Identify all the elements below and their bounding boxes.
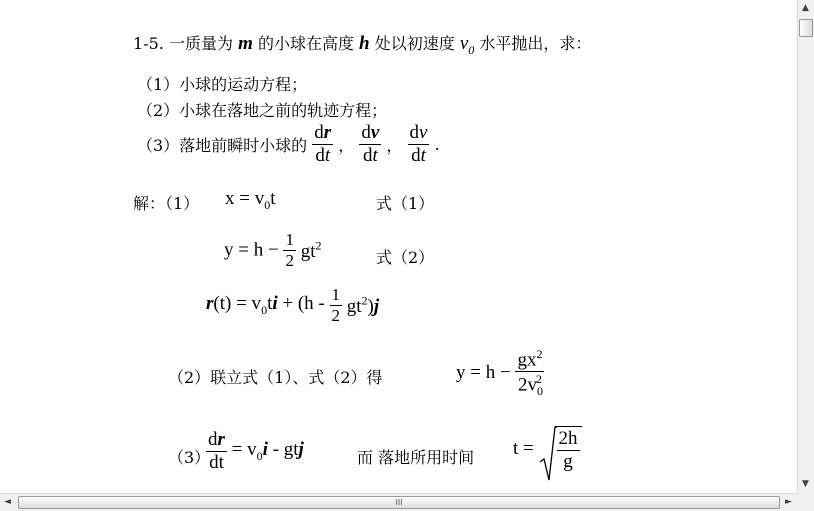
horizontal-scrollbar[interactable] (0, 493, 797, 511)
problem-v0-symbol: $v_0$ (459, 33, 475, 57)
question-3-sep2: ， (386, 135, 403, 155)
question-3 (137, 123, 440, 166)
sqrt-radical (539, 426, 557, 482)
equation-r-vector: $r(t) = v_0ti + (h$ - $\frac{1}{2}$ $gt^2)j$ (206, 285, 380, 325)
scroll-right-arrow-icon[interactable]: ► (785, 497, 792, 507)
scrollbar-corner (797, 493, 814, 511)
part-3-label: （3） (168, 448, 211, 467)
problem-mass-symbol: m (238, 33, 253, 54)
question-2: （2）小球在落地之前的轨迹方程； (137, 101, 388, 120)
problem-number: 1-5. (133, 34, 164, 53)
scroll-left-arrow-icon[interactable]: ◄ (4, 497, 11, 507)
scroll-up-arrow-icon[interactable]: ▲ (802, 3, 809, 13)
part-3-connector: 而 落地所用时间 (357, 448, 475, 467)
velocity-equation: $\frac{dr}{dt}$ = $v_0i$ - gtj (208, 429, 304, 473)
problem-text-c: 处以初速度 (374, 34, 455, 53)
equation-x: $x = v_0t$ (225, 188, 276, 212)
question-3-sep1: ， (338, 135, 355, 155)
question-3-end: . (434, 134, 440, 154)
problem-statement (133, 31, 591, 58)
fraction-dv-dt-bold: $\frac{dv}{dt}$ (361, 122, 380, 166)
equation-tag-2: 式（2） (376, 248, 435, 267)
problem-text-d: 水平抛出，求： (479, 34, 592, 53)
problem-height-symbol: h (359, 33, 370, 54)
fall-time-equation: t = $\frac{2h}{g}$ (513, 426, 582, 472)
scroll-down-arrow-icon[interactable]: ▼ (802, 479, 809, 489)
equation-y: y = h − $\frac{1}{2}$ $gt^2$ (224, 230, 322, 270)
question-1: （1）小球的运动方程； (137, 75, 308, 94)
equation-tag-1: 式（1） (376, 194, 435, 213)
solution-label: 解：（1） (133, 194, 200, 213)
fraction-dr-dt: $\frac{dr}{dt}$ (314, 122, 332, 166)
trajectory-equation: y = h − $\frac{gx^2}{2v_0^2}$ (456, 347, 543, 399)
problem-text-b: 的小球在高度 (257, 34, 354, 53)
problem-text-a: 一质量为 (168, 34, 233, 53)
vertical-scroll-thumb[interactable] (799, 19, 813, 37)
part-2-label: （2）联立式（1）、式（2）得 (168, 368, 383, 387)
fraction-dv-dt-italic: $\frac{dv}{dt}$ (409, 122, 428, 166)
horizontal-scroll-thumb[interactable]: III (18, 496, 780, 509)
question-3-text: （3）落地前瞬时小球的 (137, 135, 308, 155)
vertical-scrollbar[interactable] (797, 0, 814, 493)
